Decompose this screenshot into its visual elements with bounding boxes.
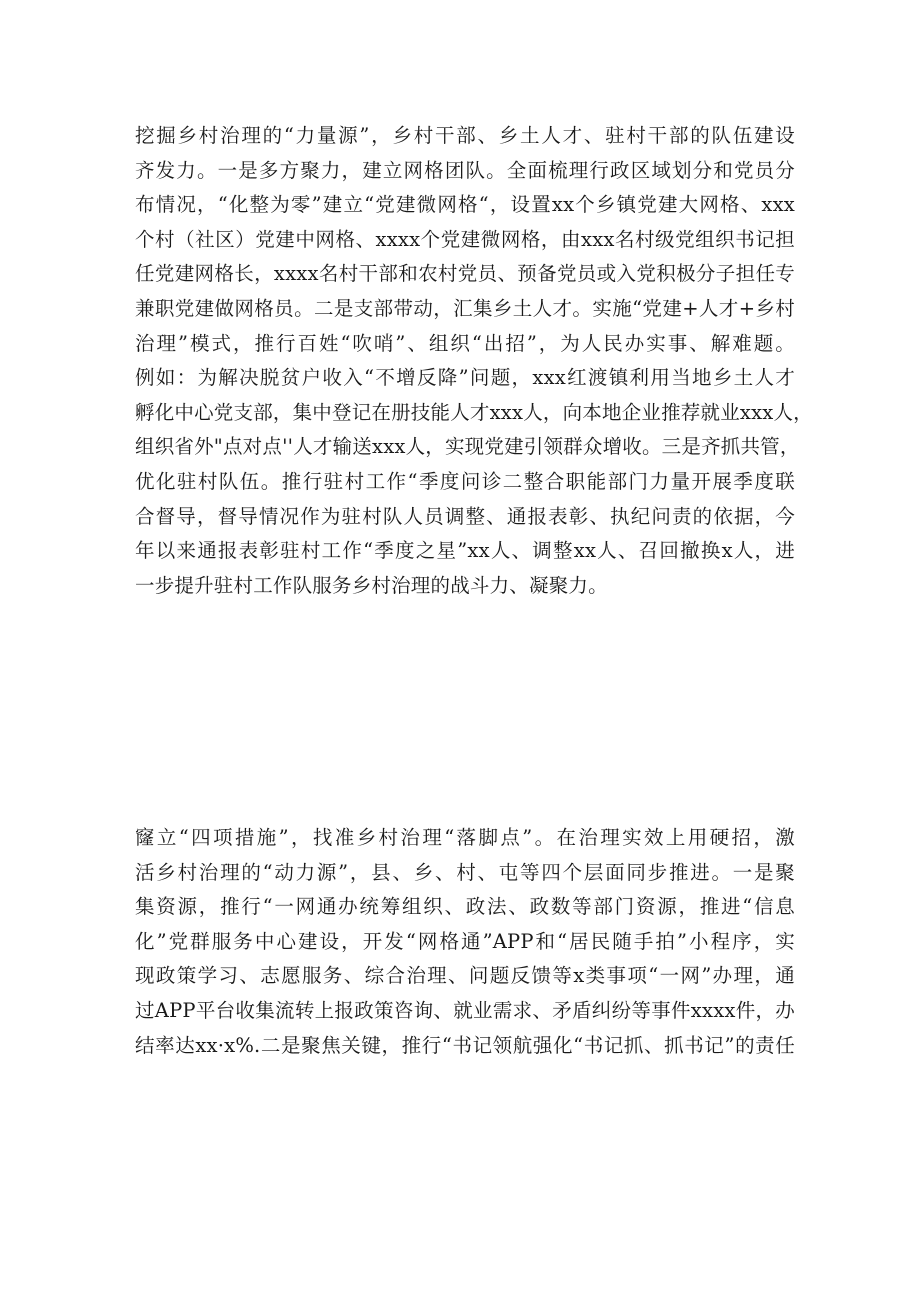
text-line: 现政策学习、志愿服务、综合治理、问题反馈等x类事项“一网”办理，通 [135,964,795,988]
text-line: 齐发力。一是多方聚力，建立网格团队。全面梳理行政区域划分和党员分 [135,158,795,182]
text-line: 过APP平台收集流转上报政策咨询、就业需求、矛盾纠纷等事件xxxx件，办 [135,998,795,1022]
text-line: 个村（社区）党建中网格、xxxx个党建微网格，由xxx名村级党组织书记担 [135,227,795,251]
text-line: 任党建网格长，xxxx名村干部和农村党员、预备党员或入党积极分子担任专 [135,262,795,286]
text-line: 布情况，“化整为零”建立“党建微网格“，设置xx个乡镇党建大网格、xxx [135,193,795,217]
text-line: 合督导，督导情况作为驻村队人员调整、通报表彰、执纪问责的依据，今 [135,504,795,528]
text-line: 兼职党建做网格员。二是支部带动，汇集乡土人才。实施“党建+人才+乡村 [135,296,795,320]
text-line: 组织省外"点对点''人才输送xxx人，实现党建引领群众增收。三是齐抓共管， [135,435,800,459]
text-line: 一步提升驻村工作队服务乡村治理的战斗力、凝聚力。 [135,573,608,597]
text-line: 窿立“四项措施”，找准乡村治理“落脚点”。在治理实效上用硬招，激 [135,826,795,849]
text-line: 集资源，推行“一网通办统筹组织、政法、政数等部门资源，推进“信息 [135,895,795,919]
text-line: 活乡村治理的“动力源”，县、乡、村、屯等四个层面同步推进。一是聚 [135,860,795,884]
paragraph-1 [135,119,813,603]
text-line: 化”党群服务中心建设，开发“网格通”APP和“居民随手拍”小程序，实 [135,929,795,953]
text-line: 例如：为解决脱贫户收入“不增反降”问题，xxx红渡镇利用当地乡土人才 [135,366,795,390]
text-line: 优化驻村队伍。推行驻村工作“季度问诊二整合职能部门力量开展季度联 [135,469,795,493]
text-line: 年以来通报表彰驻村工作“季度之星”xx人、调整xx人、召回撤换x人，进 [135,539,795,563]
text-line: 治理”模式，推行百姓“吹哨”、组织“出招”，为人民办实事、解难题。 [135,331,795,355]
text-line: 挖掘乡村治理的“力量源”，乡村干部、乡土人才、驻村干部的队伍建设 [135,124,795,147]
text-line: 结率达xx·x%.二是聚焦关键，推行“书记领航强化“书记抓、抓书记”的责任 [135,1033,795,1057]
paragraph-2 [135,821,795,1063]
text-line: 孵化中心党支部，集中登记在册技能人才xxx人，向本地企业推荐就业xxx人， [135,400,813,424]
